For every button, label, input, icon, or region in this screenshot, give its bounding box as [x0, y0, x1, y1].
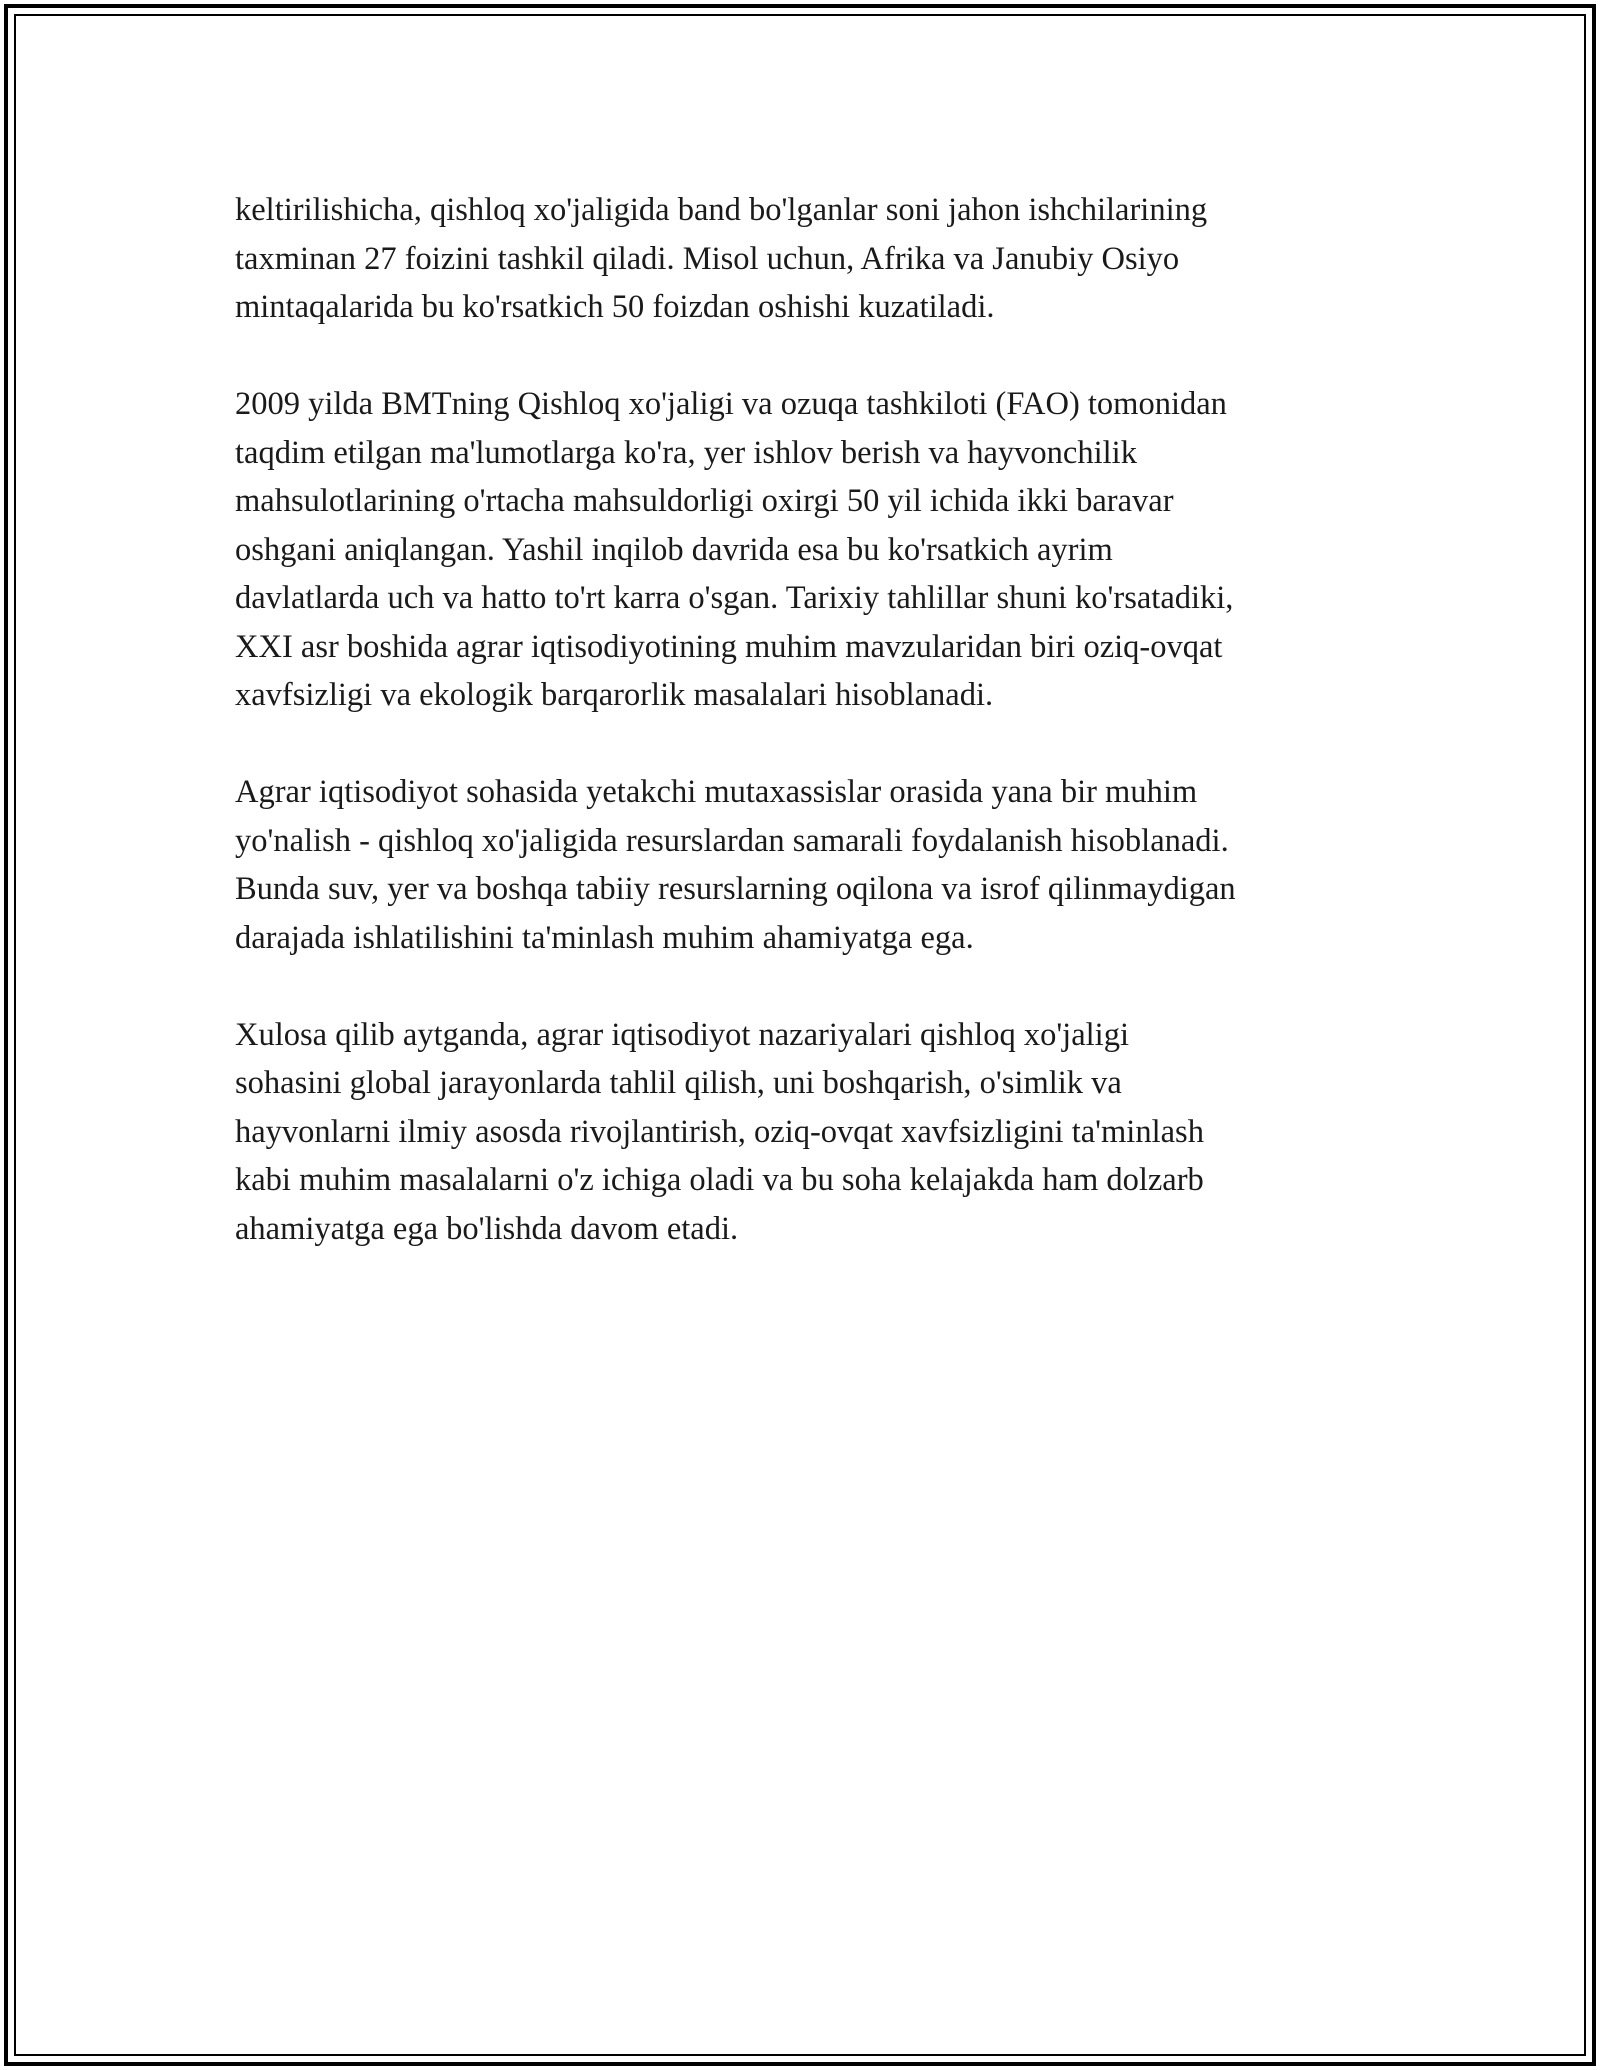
text-line: davlatlarda uch va hatto to'rt karra o'sgan. Tarixiy tahlillar shuni ko'rsatadiki, — [235, 580, 1234, 616]
text-line: Xulosa qilib aytganda, agrar iqtisodiyot nazariyalari qishloq xo'jaligi — [235, 1016, 1129, 1053]
text-line: keltirilishicha, qishloq xo'jaligida band bo'lganlar soni jahon ishchilarining — [235, 192, 1208, 228]
paragraph-1 — [235, 186, 1385, 332]
text-line: mahsulotlarining o'rtacha mahsuldorligi oxirgi 50 yil ichida ikki baravar — [235, 483, 1174, 519]
paragraph-2 — [235, 380, 1385, 720]
paragraph-3 — [235, 768, 1385, 962]
text-line: taqdim etilgan ma'lumotlarga ko'ra, yer ishlov berish va hayvonchilik — [235, 434, 1137, 471]
paragraph-4 — [235, 1011, 1385, 1254]
text-line: yo'nalish - qishloq xo'jaligida resurslardan samarali foydalanish hisoblanadi. — [235, 822, 1229, 859]
text-line: xavfsizligi va ekologik barqarorlik masalalari hisoblanadi. — [235, 677, 994, 713]
text-line: sohasini global jarayonlarda tahlil qilish, uni boshqarish, o'simlik va — [235, 1065, 1122, 1101]
text-line: Bunda suv, yer va boshqa tabiiy resurslarning oqilona va isrof qilinmaydigan — [235, 871, 1236, 907]
text-line: XXI asr boshida agrar iqtisodiyotining muhim mavzularidan biri oziq-ovqat — [235, 628, 1223, 665]
text-line: darajada ishlatilishini ta'minlash muhim ahamiyatga ega. — [235, 919, 974, 956]
text-line: hayvonlarni ilmiy asosda rivojlantirish, oziq-ovqat xavfsizligini ta'minlash — [235, 1113, 1204, 1150]
text-line: kabi muhim masalalarni o'z ichiga oladi va bu soha kelajakda ham dolzarb — [235, 1162, 1204, 1198]
text-line: ahamiyatga ega bo'lishda davom etadi. — [235, 1210, 739, 1247]
text-line: Agrar iqtisodiyot sohasida yetakchi mutaxassislar orasida yana bir muhim — [235, 774, 1198, 810]
text-line: taxminan 27 foizini tashkil qiladi. Misol uchun, Afrika va Janubiy Osiyo — [235, 240, 1180, 277]
text-line: mintaqalarida bu ko'rsatkich 50 foizdan oshishi kuzatiladi. — [235, 289, 995, 325]
text-line: oshgani aniqlangan. Yashil inqilob davrida esa bu ko'rsatkich ayrim — [235, 531, 1113, 568]
document-body — [235, 186, 1385, 1302]
text-line: 2009 yilda BMTning Qishloq xo'jaligi va ozuqa tashkiloti (FAO) tomonidan — [235, 386, 1227, 422]
